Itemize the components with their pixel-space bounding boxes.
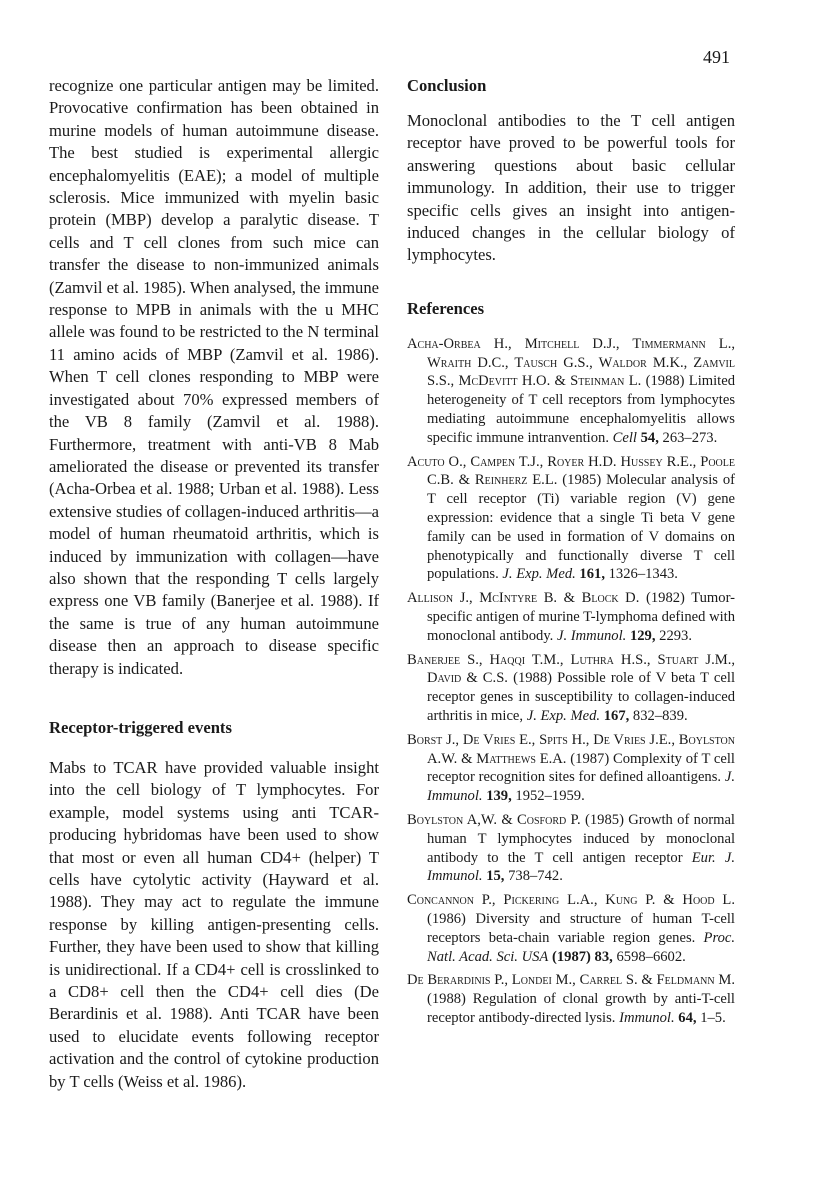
- reference-volume: 129,: [629, 627, 656, 644]
- reference-volume: 15,: [486, 868, 505, 885]
- reference-item: [407, 811, 735, 886]
- reference-journal: J. Immunol.: [556, 627, 627, 644]
- reference-journal: Cell: [612, 429, 637, 446]
- reference-title: (1988) Possible role of V beta T cell receptor genes in susceptibility to collagen-induced arthritis in mice,: [427, 670, 735, 724]
- reference-item: [407, 589, 735, 645]
- reference-item: [407, 335, 735, 448]
- section-heading-conclusion: Conclusion: [407, 76, 487, 95]
- reference-journal: Proc. Natl. Acad. Sci. USA: [427, 929, 736, 965]
- reference-item: [407, 651, 735, 726]
- reference-authors: Acuto O., Campen T.J., Royer H.D. Hussey R.E., Poole C.B. & Reinherz E.L.: [407, 453, 735, 489]
- reference-volume: 161,: [579, 566, 605, 583]
- reference-volume: (1987) 83,: [552, 948, 613, 965]
- reference-volume: 54,: [640, 429, 659, 446]
- section-heading-references: References: [407, 298, 485, 318]
- reference-title: (1987) Complexity of T cell receptor recognition sites for defined alloantigens.: [427, 750, 735, 786]
- reference-journal: J. Exp. Med.: [526, 707, 601, 724]
- reference-title: (1985) Molecular analysis of T cell receptor (Ti) variable region (V) gene expression: evidence that a single Ti beta V gene family can be used in formation of V domains on phenotypically and functionally diverse T cell populations.: [427, 472, 735, 583]
- reference-authors: De Berardinis P., Londei M., Carrel S. & Feldmann M.: [407, 972, 735, 989]
- reference-pages: 2293.: [659, 627, 692, 644]
- reference-volume: 139,: [486, 788, 512, 805]
- reference-authors: Concannon P., Pickering L.A., Kung P. & Hood L.: [407, 892, 735, 909]
- reference-authors: Allison J., McIntyre B. & Block D.: [407, 590, 640, 607]
- reference-pages: 1–5.: [700, 1009, 726, 1026]
- reference-item: [407, 731, 735, 806]
- reference-list: [407, 335, 735, 1028]
- reference-volume: 64,: [678, 1009, 697, 1026]
- left-column: [49, 75, 379, 1093]
- reference-authors: Acha-Orbea H., Mitchell D.J., Timmermann L., Wraith D.C., Tausch G.S., Waldor M.K., Zamvil S.S., McDevitt H.O. & Steinman L.: [407, 335, 735, 390]
- reference-authors: Boylston A,W. & Cosford P.: [407, 811, 581, 828]
- reference-pages: 1952–1959.: [515, 788, 585, 805]
- section-heading-receptor-triggered-events: Receptor-triggered events: [49, 717, 232, 737]
- right-column: [407, 75, 735, 1033]
- body-paragraph: recognize one particular antigen may be limited. Provocative confirmation has been obtained in murine models of human autoimmune disease. The best studied is experimental allergic encephalomyelitis (EAE); a model of multiple sclerosis. Mice immunized with myelin basic protein (MBP) develop a paralytic disease. T cells and T cell clones from such mice can transfer the disease to non-immunized animals (Zamvil et al. 1985). When analysed, the immune response to MPB in animals with the u MHC allele was found to be restricted to the N terminal 11 amino acids of MBP (Zamvil et al. 1986). When T cell clones responding to MBP were investigated about 70% expressed members of the VB 8 family (Zamvil et al. 1988). Furthermore, treatment with anti-VB 8 Mab ameliorated the disease or prevented its transfer (Acha-Orbea et al. 1988; Urban et al. 1988). Less extensive studies of collagen-induced arthritis—a model of human rheumatoid arthritis, which is induced by immunization with collagen—have also shown that the responding T cells largely express one VB family (Banerjee et al. 1988). If the same is true of any human autoimmune disease then an approach to disease specific therapy is indicated.: [49, 76, 379, 678]
- body-paragraph: Mabs to TCAR have provided valuable insight into the cell biology of T lymphocytes. For example, model systems using anti TCAR-producing hybridomas have been used to show that most or even all human CD4+ (helper) T cells have cytolytic activity (Hayward et al. 1988). They may act to regulate the immune response by killing antigen-presenting cells. Further, they have been used to show that killing is unidirectional. If a CD4+ cell is crosslinked to a CD8+ cell then the CD4+ cell dies (De Berardinis et al. 1988). Anti TCAR have been used to elucidate events following receptor activation and the control of cytokine production by T cells (Weiss et al. 1986).: [49, 757, 379, 1091]
- conclusion-paragraph: Monoclonal antibodies to the T cell antigen receptor have proved to be powerful tools for answering questions about basic cellular immunology. In addition, their use to trigger specific cells gives an insight into antigen-induced changes in the cellular biology of lymphocytes.: [407, 111, 735, 265]
- reference-pages: 738–742.: [508, 868, 563, 885]
- reference-title: (1986) Diversity and structure of human T-cell receptors beta-chain variable region genes.: [427, 910, 735, 946]
- reference-journal: Immunol.: [619, 1009, 675, 1026]
- reference-pages: 263–273.: [662, 429, 718, 446]
- reference-title: (1985) Growth of normal human T lymphocytes induced by monoclonal antibody to the T cell antigen receptor: [427, 811, 735, 866]
- reference-pages: 832–839.: [632, 707, 688, 724]
- reference-item: [407, 891, 735, 966]
- reference-journal: J. Exp. Med.: [502, 566, 576, 583]
- reference-journal: J. Immunol.: [427, 769, 735, 805]
- reference-title: (1988) Regulation of clonal growth by anti-T-cell receptor antibody-directed lysis.: [427, 991, 735, 1026]
- reference-authors: Banerjee S., Haqqi T.M., Luthra H.S., Stuart J.M., David & C.S.: [407, 651, 735, 687]
- reference-title: (1982) Tumor-specific antigen of murine T-lymphoma defined with monoclonal antibody.: [427, 590, 736, 644]
- reference-authors: Borst J., De Vries E., Spits H., De Vries J.E., Boylston A.W. & Matthews E.A.: [407, 731, 735, 767]
- reference-title: (1988) Limited heterogeneity of T cell receptors from lymphocytes mediating autoimmune encephalomyelitis allows specific immune intranvention.: [427, 373, 735, 446]
- reference-item: [407, 971, 735, 1027]
- page-number: 491: [703, 47, 730, 67]
- reference-item: [407, 453, 735, 585]
- reference-pages: 6598–6602.: [616, 948, 686, 965]
- reference-pages: 1326–1343.: [608, 566, 678, 583]
- reference-journal: Eur. J. Immunol.: [427, 849, 735, 885]
- reference-volume: 167,: [603, 707, 630, 724]
